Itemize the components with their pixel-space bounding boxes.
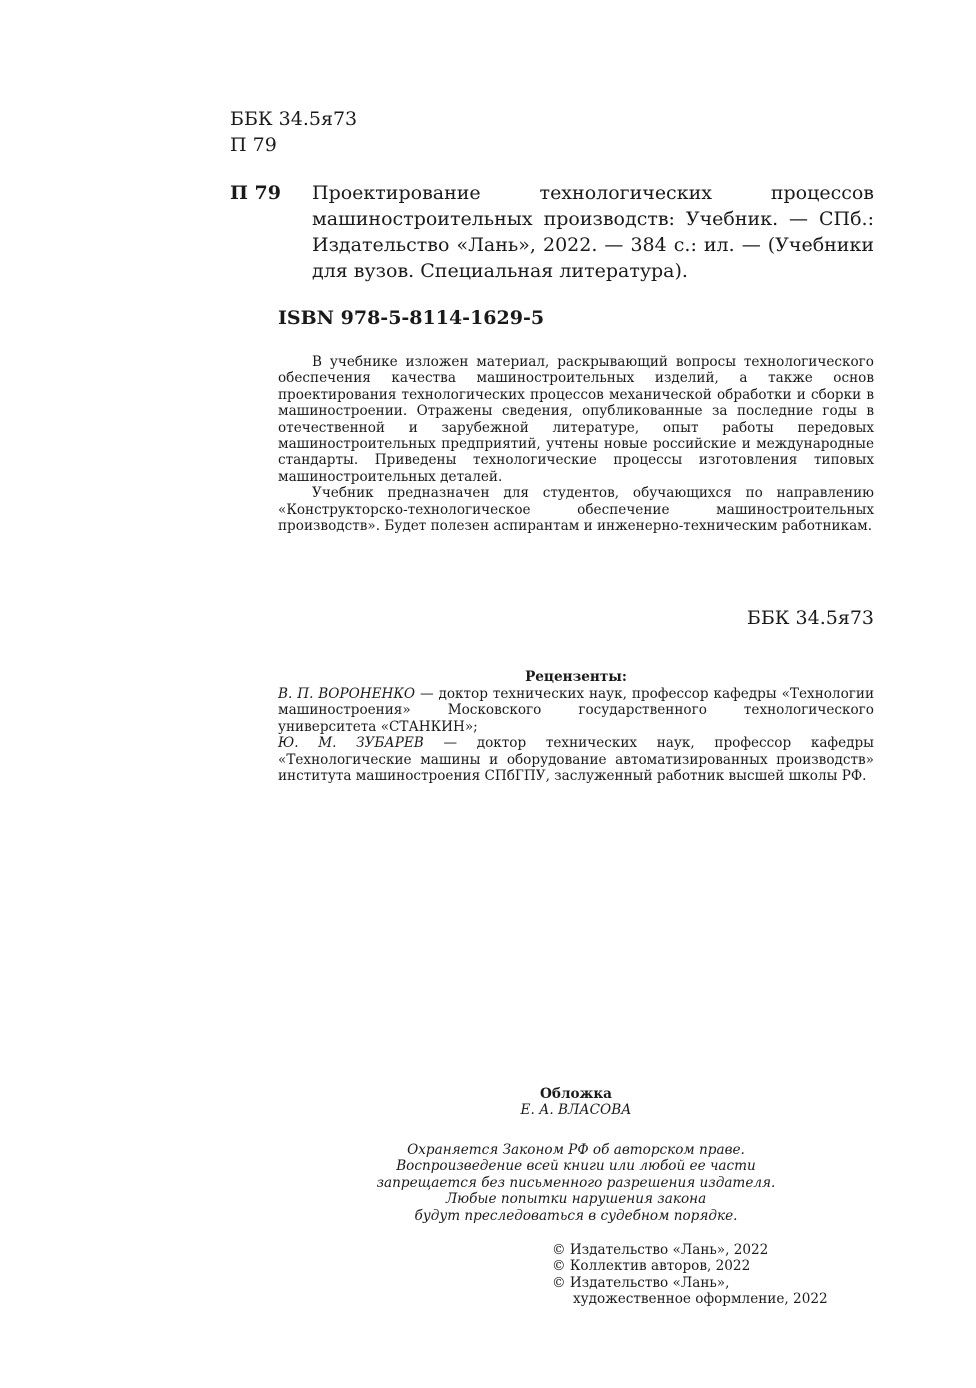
reviewer-item	[278, 735, 874, 784]
classification-block	[230, 106, 357, 158]
reviewer-description: — доктор технических наук, профессор кафедры «Технологии машиностроения» Московского государственного технологического университета «СТАНКИН»;	[278, 686, 874, 735]
legal-line: Охраняется Законом РФ об авторском праве.	[407, 1142, 745, 1158]
copyright-line: © Издательство «Лань», 2022	[552, 1242, 769, 1258]
reviewer-description: — доктор технических наук, профессор кафедры «Технологические машины и оборудование автоматизированных производств» института машиностроения СПбГПУ, заслуженный работник высшей школы РФ.	[278, 735, 874, 785]
isbn: ISBN 978-5-8114-1629-5	[278, 307, 545, 329]
author-sign: П 79	[230, 134, 277, 156]
legal-notice	[278, 1142, 874, 1224]
reviewers-list	[278, 686, 874, 784]
reviewer-item	[278, 686, 874, 735]
copyright-line: © Коллектив авторов, 2022	[552, 1258, 751, 1275]
reviewer-name: Ю. М. ЗУБАРЕВ	[278, 735, 424, 752]
legal-line: Любые попытки нарушения закона	[445, 1191, 707, 1208]
abstract-paragraph-1: В учебнике изложен материал, раскрывающий вопросы технологического обеспечения качества машиностроительных изделий, а также основ проектирования технологических процессов механической обработки и сборки в машиностроении. Отражены сведения, опубликованные за последние годы в отечественной и зарубежной литературе, опыт работы передовых машиностроительных предприятий, учтены новые российские и международные стандарты. Приведены технологические процессы изготовления типовых машиностроительных деталей.	[278, 354, 874, 485]
copyright-line: художественное оформление, 2022	[573, 1291, 828, 1308]
copyright-block	[552, 1242, 828, 1308]
bibliographic-entry: Проектирование технологических процессов машиностроительных производств: Учебник. — СПб.: Издательство «Лань», 2022. — 384 с.: ил. — (Учебники для вузов. Специальная литература).	[312, 182, 874, 282]
bbk-code-right: ББК 34.5я73	[746, 607, 874, 629]
reviewer-name: В. П. ВОРОНЕНКО	[278, 686, 416, 702]
legal-line: будут преследоваться в судебном порядке.	[414, 1207, 738, 1224]
entry-code: П 79	[230, 182, 281, 204]
bbk-code: ББК 34.5я73	[230, 108, 358, 130]
legal-line: Воспроизведение всей книги или любой ее части	[396, 1158, 756, 1175]
abstract-paragraph-2: Учебник предназначен для студентов, обучающихся по направлению «Конструкторско-технологическое обеспечение машиностроительных производств». Будет полезен аспирантам и инженерно-техническим работникам.	[278, 485, 874, 535]
cover-credit-author: Е. А. ВЛАСОВА	[520, 1102, 632, 1118]
legal-line: запрещается без письменного разрешения издателя.	[376, 1174, 776, 1191]
abstract	[278, 354, 874, 534]
reviewers-title: Рецензенты:	[525, 669, 627, 685]
copyright-line: © Издательство «Лань»,	[552, 1274, 730, 1291]
cover-credit-title: Обложка	[540, 1086, 612, 1102]
